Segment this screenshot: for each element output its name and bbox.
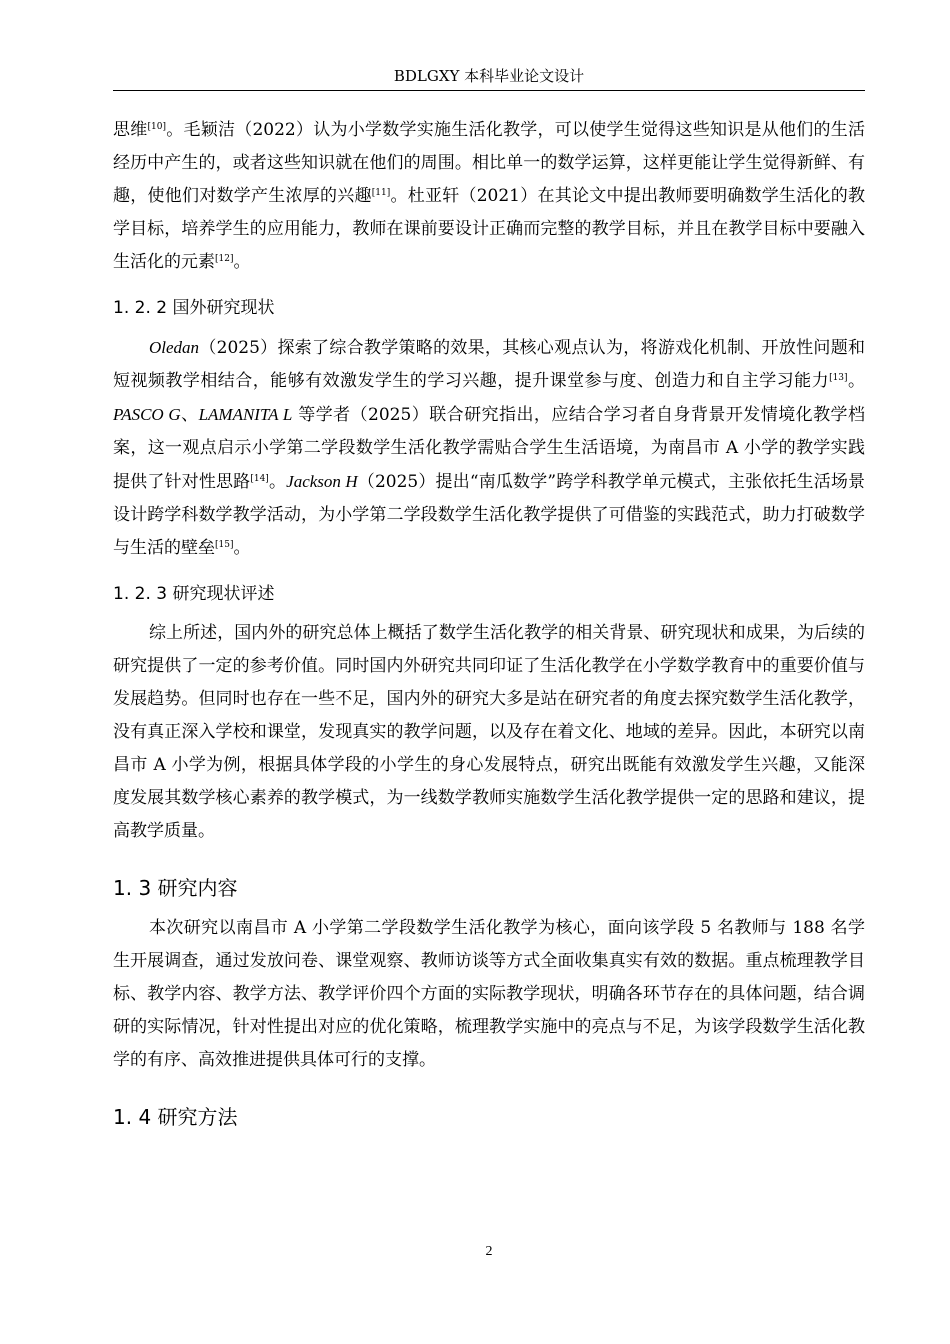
text-run: 。 <box>233 538 251 558</box>
citation-ref: [10] <box>147 122 166 132</box>
section-heading-1-2-3: 1. 2. 3 研究现状评述 <box>113 584 275 604</box>
text-run: 。毛颖洁（2022）认为小学数学实施生活化教学，可以使学生觉得这些知识是从他们的生活经历中产生的，或者这些知识就在他们的周围。相比单一的数学运算，这样更能让学生觉得新鲜、有趣，使他们对数学产生浓厚的兴趣 <box>113 120 865 206</box>
author-name: Jackson H <box>286 472 358 491</box>
text-run: 等学者（2025）联合研究指出，应结合学习者自身背景开发情境化教学档案，这一观点启示小学第二学段数学生活化教学需贴合学生生活语境，为南昌市 A 小学的教学实践提供了针对性思路 <box>113 405 865 492</box>
citation-ref: [14] <box>250 474 269 484</box>
header-rule <box>113 90 865 91</box>
author-name: Oledan <box>149 338 200 357</box>
citation-ref: [11] <box>371 188 391 198</box>
citation-ref: [15] <box>215 540 234 550</box>
citation-ref: [12] <box>215 254 234 264</box>
paragraph-research-review: 综上所述，国内外的研究总体上概括了数学生活化教学的相关背景、研究现状和成果，为后续的研究提供了一定的参考价值。同时国内外研究共同印证了生活化教学在小学数学教育中的重要价值与发展趋势。但同时也存在一些不足，国内外的研究大多是站在研究者的角度去探究数学生活化教学，没有真正深入学校和课堂，发现真实的教学问题，以及存在着文化、地域的差异。因此，本研究以南昌市 A 小学为例，根据具体学段的小学生的身心发展特点，研究出既能有效激发学生兴趣，又能深度发展其数学核心素养的教学模式，为一线数学教师实施数学生活化教学提供一定的思路和建议，提高教学质量。 <box>113 623 865 841</box>
text-run: 思维 <box>113 120 148 140</box>
running-header: BDLGXY 本科毕业论文设计 <box>393 67 585 85</box>
author-name: PASCO G <box>113 405 181 424</box>
paragraph-domestic-research-end <box>113 114 865 279</box>
text-run: 、 <box>180 405 199 425</box>
author-name: LAMANITA L <box>198 405 293 424</box>
text-run: 。 <box>847 371 866 391</box>
text-run: 。 <box>268 472 287 492</box>
section-heading-1-2-2: 1. 2. 2 国外研究现状 <box>113 298 275 318</box>
page-number: 2 <box>485 1244 493 1259</box>
text-run: 。杜亚轩（2021）在其论文中提出教师要明确数学生活化的教学目标，培养学生的应用能力，教师在课前要设计正确而完整的教学目标，并且在教学目标中要融入生活化的元素 <box>113 186 865 272</box>
text-run: （2025）探索了综合教学策略的效果，其核心观点认为，将游戏化机制、开放性问题和短视频教学相结合，能够有效激发学生的学习兴趣，提升课堂参与度、创造力和自主学习能力 <box>113 338 865 391</box>
paragraph-research-content: 本次研究以南昌市 A 小学第二学段数学生活化教学为核心，面向该学段 5 名教师与 188 名学生开展调查，通过发放问卷、课堂观察、教师访谈等方式全面收集真实有效的数据。重点梳理教学目标、教学内容、教学方法、教学评价四个方面的实际教学现状，明确各环节存在的具体问题，结合调研的实际情况，针对性提出对应的优化策略，梳理教学实施中的亮点与不足，为该学段数学生活化教学的有序、高效推进提供具体可行的支撑。 <box>113 918 865 1070</box>
citation-ref: [13] <box>829 373 848 383</box>
paragraph-foreign-research <box>113 331 865 565</box>
section-heading-1-3: 1. 3 研究内容 <box>113 876 238 900</box>
text-run: 。 <box>233 252 251 272</box>
text-run: （2025）提出“南瓜数学”跨学科教学单元模式，主张依托生活场景设计跨学科数学教学活动，为小学第二学段数学生活化教学提供了可借鉴的实践范式，助力打破数学与生活的壁垒 <box>113 472 866 558</box>
body-text <box>113 114 865 1141</box>
section-heading-1-4: 1. 4 研究方法 <box>113 1105 238 1129</box>
